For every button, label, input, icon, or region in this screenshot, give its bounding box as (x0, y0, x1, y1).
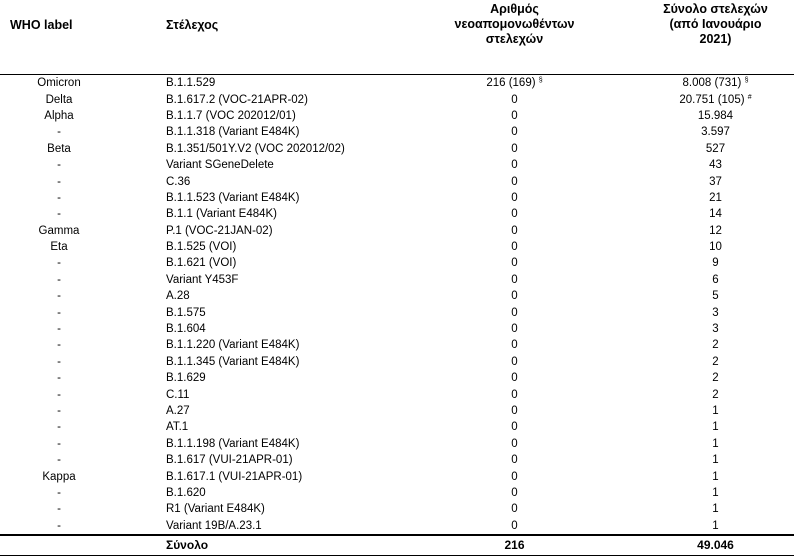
new-isolates-cell-value: 0 (511, 241, 518, 254)
header-total-line: 2021) (699, 32, 732, 46)
who-label-cell: Omicron (37, 77, 81, 90)
who-label-cell: - (57, 273, 61, 286)
strain-cell: B.1.629 (166, 372, 206, 385)
new-isolates-cell (392, 91, 637, 107)
strain-cell: B.1.1.7 (VOC 202012/01) (166, 109, 296, 122)
table-row (0, 370, 794, 386)
new-isolates-cell (392, 304, 637, 320)
total-isolates-cell-value: 8.008 (731) (682, 77, 742, 90)
who-label-cell: - (57, 290, 61, 303)
header-total-line: Σύνολο στελεχών (663, 2, 768, 16)
header-new-line: στελεχών (485, 32, 544, 46)
total-isolates-cell-value: 2 (712, 388, 719, 401)
who-label-cell: - (57, 388, 61, 401)
new-isolates-cell (392, 190, 637, 206)
new-isolates-cell (392, 206, 637, 222)
total-isolates-cell (637, 272, 794, 288)
new-isolates-cell-value: 0 (511, 306, 518, 319)
header-total-isolates (637, 0, 794, 75)
total-isolates-cell (637, 386, 794, 402)
total-isolates-cell (637, 288, 794, 304)
new-isolates-cell (392, 468, 637, 484)
total-isolates-cell (637, 436, 794, 452)
new-isolates-cell-value: 0 (511, 519, 518, 532)
new-isolates-cell-value: 0 (511, 257, 518, 270)
table-row (0, 91, 794, 107)
total-isolates-cell-value: 1 (712, 486, 719, 499)
total-isolates-cell (637, 141, 794, 157)
who-label-cell: - (57, 437, 61, 450)
total-isolates-cell-value: 5 (712, 290, 719, 303)
new-isolates-cell-value: 216 (169) (486, 77, 536, 90)
table-row (0, 419, 794, 435)
total-isolates-cell-value: 2 (712, 355, 719, 368)
who-label-cell: - (57, 339, 61, 352)
strain-cell: B.1.617.1 (VUI-21APR-01) (166, 470, 303, 483)
total-isolates-cell (637, 239, 794, 255)
total-isolates-cell (637, 157, 794, 173)
total-isolates-cell-value: 1 (712, 470, 719, 483)
strain-cell: C.36 (166, 175, 191, 188)
who-label-cell: Delta (45, 93, 73, 106)
who-label-cell: - (57, 355, 61, 368)
new-isolates-cell (392, 272, 637, 288)
who-label-cell: - (57, 191, 61, 204)
table-row (0, 337, 794, 353)
new-isolates-cell-value: 0 (511, 454, 518, 467)
new-isolates-cell (392, 386, 637, 402)
who-label-cell: Gamma (38, 224, 80, 237)
who-label-cell: Eta (50, 241, 68, 254)
who-label-cell: - (57, 257, 61, 270)
new-isolates-cell (392, 501, 637, 517)
strain-cell: C.11 (166, 388, 190, 401)
table-row (0, 321, 794, 337)
total-isolates-cell (637, 75, 794, 92)
who-label-cell: Beta (47, 142, 71, 155)
table-row (0, 124, 794, 140)
total-isolates-cell-value: 6 (712, 273, 719, 286)
total-isolates-cell-value: 3 (712, 306, 719, 319)
who-label-cell: - (57, 208, 61, 221)
total-isolates-cell (637, 321, 794, 337)
total-isolates-cell-value: 10 (709, 241, 722, 254)
table-footer (0, 535, 794, 556)
strain-cell: A.28 (166, 290, 190, 303)
total-isolates-cell-value: 1 (712, 421, 719, 434)
new-isolates-cell-value: 0 (511, 405, 518, 417)
total-all: 49.046 (697, 537, 734, 552)
total-isolates-cell-value: 1 (712, 405, 719, 417)
total-isolates-cell-value: 12 (709, 224, 722, 237)
who-label-cell: Alpha (44, 109, 74, 122)
new-isolates-cell (392, 157, 637, 173)
strain-cell: B.1.1.220 (Variant E484K) (166, 339, 300, 352)
who-label-cell: Kappa (42, 470, 76, 483)
new-isolates-cell (392, 288, 637, 304)
table-row (0, 485, 794, 501)
total-isolates-cell (637, 255, 794, 271)
total-new: 216 (504, 537, 525, 552)
who-label-cell: - (57, 405, 61, 417)
total-isolates-cell (637, 223, 794, 239)
new-isolates-cell (392, 419, 637, 435)
new-isolates-cell-value: 0 (511, 159, 518, 172)
new-isolates-cell (392, 354, 637, 370)
table-row (0, 518, 794, 535)
new-isolates-cell-value: 0 (511, 93, 518, 106)
total-isolates-cell-value: 20.751 (105) (679, 93, 745, 106)
new-isolates-cell (392, 173, 637, 189)
who-label-cell: - (57, 159, 61, 172)
total-isolates-cell (637, 485, 794, 501)
strain-cell: B.1.1 (Variant E484K) (166, 208, 278, 221)
total-isolates-cell (637, 419, 794, 435)
total-isolates-cell-value: 1 (712, 519, 719, 532)
total-isolates-cell (637, 108, 794, 124)
new-isolates-cell-value: 0 (511, 175, 518, 188)
table-row (0, 190, 794, 206)
new-isolates-cell-value: 0 (511, 142, 518, 155)
total-isolates-cell (637, 173, 794, 189)
total-isolates-cell-value: 15.984 (697, 109, 734, 122)
who-label-cell: - (57, 486, 61, 499)
table-row (0, 239, 794, 255)
table-row (0, 452, 794, 468)
new-isolates-cell-value: 0 (511, 503, 518, 516)
new-isolates-cell-value: 0 (511, 355, 518, 368)
strain-cell: AT.1 (166, 421, 189, 434)
strain-cell: B.1.525 (VOI) (166, 241, 237, 254)
new-isolates-cell (392, 75, 637, 92)
total-isolates-cell (637, 354, 794, 370)
new-isolates-cell-value: 0 (511, 224, 518, 237)
new-isolates-cell-value: 0 (511, 486, 518, 499)
footnote-marker: § (744, 77, 749, 85)
who-label-cell: - (57, 323, 61, 336)
who-label-cell: - (57, 421, 61, 434)
strain-cell: B.1.620 (166, 486, 206, 499)
table-row (0, 173, 794, 189)
strain-cell: A.27 (166, 405, 190, 417)
table-row (0, 386, 794, 402)
new-isolates-cell (392, 518, 637, 535)
total-isolates-cell-value: 43 (709, 159, 722, 172)
new-isolates-cell (392, 108, 637, 124)
new-isolates-cell (392, 337, 637, 353)
new-isolates-cell (392, 255, 637, 271)
total-isolates-cell-value: 14 (709, 208, 722, 221)
total-isolates-cell (637, 518, 794, 535)
total-isolates-cell (637, 124, 794, 140)
strain-cell: B.1.1.198 (Variant E484K) (166, 437, 300, 450)
strain-cell: B.1.621 (VOI) (166, 257, 237, 270)
total-isolates-cell (637, 91, 794, 107)
table-row (0, 288, 794, 304)
table-row (0, 206, 794, 222)
total-isolates-cell (637, 190, 794, 206)
strain-cell: B.1.351/501Y.V2 (VOC 202012/02) (166, 142, 345, 155)
table-row (0, 354, 794, 370)
table-row (0, 501, 794, 517)
strain-cell: B.1.575 (166, 306, 206, 319)
header-new-line: Αριθμός (490, 2, 539, 16)
new-isolates-cell (392, 452, 637, 468)
new-isolates-cell-value: 0 (511, 421, 518, 434)
new-isolates-cell-value: 0 (511, 437, 518, 450)
total-isolates-cell-value: 2 (712, 339, 719, 352)
table-row (0, 223, 794, 239)
new-isolates-cell-value: 0 (511, 208, 518, 221)
table-row (0, 108, 794, 124)
table-row (0, 304, 794, 320)
header-total-line: (από Ιανουάριο (669, 17, 762, 31)
table-row (0, 255, 794, 271)
who-label-cell: - (57, 519, 61, 532)
header-new-line: νεοαπομονωθέντων (454, 17, 575, 31)
total-isolates-cell-value: 1 (712, 503, 719, 516)
table-row (0, 157, 794, 173)
new-isolates-cell-value: 0 (511, 290, 518, 303)
total-isolates-cell (637, 403, 794, 419)
new-isolates-cell (392, 370, 637, 386)
total-isolates-cell-value: 37 (709, 175, 722, 188)
new-isolates-cell (392, 239, 637, 255)
total-isolates-cell-value: 21 (709, 191, 722, 204)
strain-cell: Variant Y453F (166, 273, 239, 286)
table-row (0, 403, 794, 419)
total-label: Σύνολο (166, 537, 209, 552)
new-isolates-cell-value: 0 (511, 388, 518, 401)
header-strain: Στέλεχος (166, 18, 219, 32)
strain-cell: B.1.1.529 (166, 77, 216, 90)
total-isolates-cell (637, 304, 794, 320)
new-isolates-cell-value: 0 (511, 191, 518, 204)
who-label-cell: - (57, 503, 61, 516)
new-isolates-cell (392, 124, 637, 140)
total-empty-cell (0, 535, 160, 556)
footnote-marker: # (747, 93, 752, 101)
new-isolates-cell-value: 0 (511, 339, 518, 352)
total-isolates-cell (637, 452, 794, 468)
who-label-cell: - (57, 306, 61, 319)
footnote-marker: § (538, 77, 543, 85)
strain-cell: B.1.1.345 (Variant E484K) (166, 355, 300, 368)
total-isolates-cell (637, 501, 794, 517)
header-new-isolates (392, 0, 637, 75)
table-row (0, 75, 794, 92)
table-row (0, 272, 794, 288)
strain-cell: P.1 (VOC-21JAN-02) (166, 224, 273, 237)
total-isolates-cell-value: 9 (712, 257, 719, 270)
strain-cell: B.1.604 (166, 323, 206, 336)
strain-cell: Variant SGeneDelete (166, 159, 274, 172)
new-isolates-cell-value: 0 (511, 372, 518, 385)
total-isolates-cell-value: 1 (712, 437, 719, 450)
header-who-label: WHO label (10, 18, 73, 32)
total-isolates-cell (637, 468, 794, 484)
new-isolates-cell (392, 223, 637, 239)
total-isolates-cell-value: 1 (712, 454, 719, 467)
strain-cell: B.1.1.318 (Variant E484K) (166, 126, 300, 139)
total-isolates-cell (637, 337, 794, 353)
strain-cell: B.1.617.2 (VOC-21APR-02) (166, 93, 308, 106)
new-isolates-cell (392, 403, 637, 419)
total-isolates-cell-value: 3.597 (701, 126, 730, 139)
who-label-cell: - (57, 175, 61, 188)
who-label-cell: - (57, 454, 61, 467)
new-isolates-cell-value: 0 (511, 109, 518, 122)
new-isolates-cell-value: 0 (511, 323, 518, 336)
table-row (0, 468, 794, 484)
total-isolates-cell-value: 527 (705, 142, 726, 155)
strain-cell: R1 (Variant E484K) (166, 503, 265, 516)
new-isolates-cell-value: 0 (511, 470, 518, 483)
who-label-cell: - (57, 126, 61, 139)
table-row (0, 436, 794, 452)
strain-cell: B.1.1.523 (Variant E484K) (166, 191, 300, 204)
new-isolates-cell (392, 485, 637, 501)
new-isolates-cell-value: 0 (511, 126, 518, 139)
new-isolates-cell (392, 436, 637, 452)
strain-cell: B.1.617 (VUI-21APR-01) (166, 454, 293, 467)
strain-cell: Variant 19B/A.23.1 (166, 519, 262, 532)
total-isolates-cell (637, 206, 794, 222)
table-body (0, 75, 794, 535)
total-isolates-cell (637, 370, 794, 386)
total-row (0, 535, 794, 556)
total-isolates-cell-value: 3 (712, 323, 719, 336)
table-header (0, 0, 794, 75)
new-isolates-cell-value: 0 (511, 273, 518, 286)
who-label-cell: - (57, 372, 61, 385)
total-isolates-cell-value: 2 (712, 372, 719, 385)
new-isolates-cell (392, 321, 637, 337)
table-row (0, 141, 794, 157)
new-isolates-cell (392, 141, 637, 157)
